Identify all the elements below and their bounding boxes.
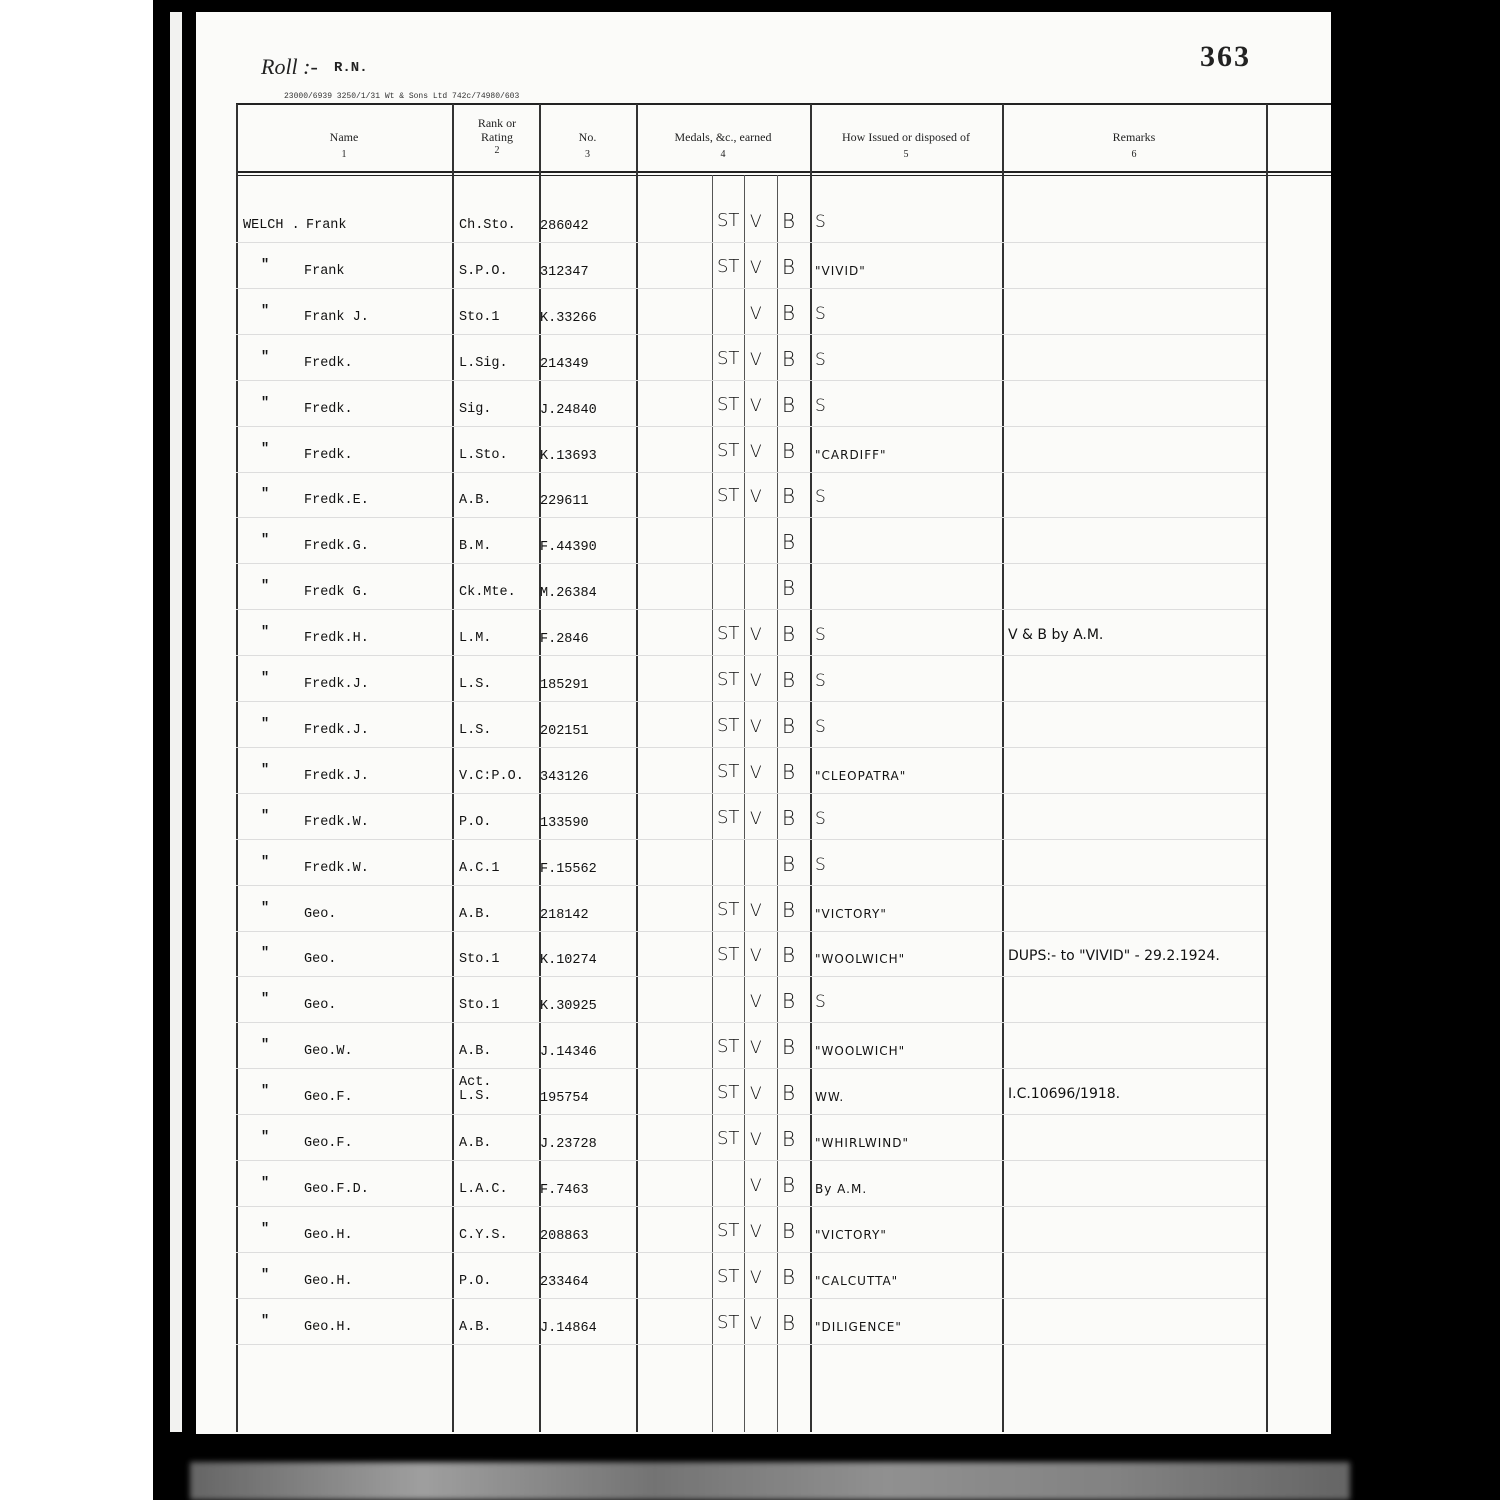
ditto-mark: " [261,1084,270,1099]
rank: Sto.1 [459,310,500,325]
column-header-rank [462,116,532,158]
ditto-mark: " [261,855,270,870]
ditto-mark: " [261,350,270,365]
star-medal-mark: ST [717,623,740,644]
service-number: K.30925 [540,999,597,1014]
rank: Act. L.S. [459,1075,492,1104]
victory-medal-mark: V [750,671,762,691]
star-medal-mark: ST [717,394,740,415]
column-header-medals [636,130,810,162]
medal-subdivider [712,175,713,1432]
row-rule [236,1344,1266,1345]
service-number: 343126 [540,770,589,785]
star-medal-mark: ST [717,761,740,782]
british-medal-mark: B [782,209,796,233]
column-header-name [236,130,452,162]
victory-medal-mark: V [750,992,762,1012]
forename: Fredk.H. [304,631,369,646]
rank: A.B. [459,1044,492,1059]
column-header-remarks [1002,130,1266,162]
forename: Geo.W. [304,1044,353,1059]
star-medal-mark: ST [717,1312,740,1333]
column-header-label: Medals, &c., earned [674,130,772,144]
rank: Sig. [459,402,492,417]
ditto-mark: " [261,901,270,916]
column-divider [810,104,812,1432]
service-number: J.23728 [540,1137,597,1152]
star-medal-mark: ST [717,669,740,690]
ditto-mark: " [261,442,270,457]
forename: Fredk.W. [304,815,369,830]
issued-how: "WOOLWICH" [815,1044,906,1058]
row-rule [236,793,1266,794]
issued-how: S [815,396,826,416]
victory-medal-mark: V [750,1038,762,1058]
ditto-mark: " [261,533,270,548]
victory-medal-mark: V [750,487,762,507]
service-number: J.24840 [540,403,597,418]
service-number: F.15562 [540,862,597,877]
row-rule [236,1114,1266,1115]
forename: Fredk.G. [304,539,369,554]
victory-medal-mark: V [750,396,762,416]
rank: L.Sig. [459,356,508,371]
star-medal-mark: ST [717,899,740,920]
row-rule [236,1206,1266,1207]
service-number: M.26384 [540,586,597,601]
ditto-mark: " [261,579,270,594]
page-number: 363 [1200,40,1251,73]
service-number: K.13693 [540,449,597,464]
service-number: 286042 [540,219,589,234]
service-number: J.14864 [540,1321,597,1336]
row-rule [236,609,1266,610]
service-number: 133590 [540,816,589,831]
star-medal-mark: ST [717,256,740,277]
ditto-mark: " [261,1176,270,1191]
row-rule [236,1022,1266,1023]
service-number: 229611 [540,494,589,509]
forename: Geo. [304,952,337,967]
rank: Sto.1 [459,998,500,1013]
row-rule [236,1068,1266,1069]
column-divider [636,104,638,1432]
page-spine [170,12,182,1432]
column-header-number: 1 [341,149,347,160]
rank: A.B. [459,1320,492,1335]
column-divider [1002,104,1004,1432]
column-header-number: 5 [903,149,909,160]
star-medal-mark: ST [717,1220,740,1241]
issued-how: S [815,855,826,875]
ditto-mark: " [261,717,270,732]
ditto-mark: " [261,1314,270,1329]
column-header-number: 4 [720,149,726,160]
victory-medal-mark: V [750,809,762,829]
row-rule [236,747,1266,748]
victory-medal-mark: V [750,901,762,921]
star-medal-mark: ST [717,944,740,965]
forename: Geo.F. [304,1090,353,1105]
row-rule [236,1252,1266,1253]
row-rule [236,380,1266,381]
forename: Fredk G. [304,585,369,600]
service-number: 185291 [540,678,589,693]
ditto-mark: " [261,1130,270,1145]
service-number: K.33266 [540,311,597,326]
issued-how: "WOOLWICH" [815,952,906,966]
row-rule [236,563,1266,564]
forename: Geo.H. [304,1274,353,1289]
ditto-mark: " [261,396,270,411]
forename: Frank J. [304,310,369,325]
row-rule [236,655,1266,656]
victory-medal-mark: V [750,258,762,278]
issued-how: "VICTORY" [815,1228,887,1242]
row-rule [236,931,1266,932]
star-medal-mark: ST [717,807,740,828]
british-medal-mark: B [782,301,796,325]
issued-how: "CARDIFF" [815,448,887,462]
british-medal-mark: B [782,1173,796,1197]
row-rule [236,517,1266,518]
remarks: V & B by A.M. [1008,627,1104,643]
column-header-label: How Issued or disposed of [842,130,970,144]
ditto-mark: " [261,809,270,824]
rank: A.C.1 [459,861,500,876]
british-medal-mark: B [782,347,796,371]
star-medal-mark: ST [717,1266,740,1287]
roll-label: Roll :- [261,54,318,79]
issued-how: S [815,992,826,1012]
forename: Geo. [304,998,337,1013]
header-bottom-rule-2 [236,175,1331,176]
rank: B.M. [459,539,492,554]
victory-medal-mark: V [750,1084,762,1104]
british-medal-mark: B [782,898,796,922]
rank: A.B. [459,1136,492,1151]
ditto-mark: " [261,671,270,686]
column-header-number: 3 [585,149,590,160]
row-rule [236,1298,1266,1299]
rank: Ch.Sto. [459,218,516,233]
victory-medal-mark: V [750,1314,762,1334]
issued-how: S [815,809,826,829]
forename: Geo. [304,907,337,922]
british-medal-mark: B [782,1081,796,1105]
service-number: F.7463 [540,1183,589,1198]
victory-medal-mark: V [750,1268,762,1288]
british-medal-mark: B [782,255,796,279]
forename: Fredk.J. [304,723,369,738]
row-rule [236,426,1266,427]
issued-how: "VIVID" [815,264,866,278]
medal-subdivider [744,175,745,1432]
left-margin [0,0,153,1500]
issued-how: S [815,487,826,507]
column-divider [452,104,454,1432]
column-header-number: 2 [494,145,500,156]
victory-medal-mark: V [750,350,762,370]
service-number: F.44390 [540,540,597,555]
rank: L.Sto. [459,448,508,463]
forename: Geo.F. [304,1136,353,1151]
service-number: 218142 [540,908,589,923]
forename: Frank [304,264,345,279]
victory-medal-mark: V [750,946,762,966]
row-rule [236,242,1266,243]
british-medal-mark: B [782,484,796,508]
forename: Frank [306,218,347,233]
star-medal-mark: ST [717,1036,740,1057]
star-medal-mark: ST [717,210,740,231]
row-rule [236,334,1266,335]
row-rule [236,288,1266,289]
issued-how: S [815,212,826,232]
rank: Ck.Mte. [459,585,516,600]
column-header-number: 6 [1131,149,1137,160]
victory-medal-mark: V [750,1176,762,1196]
remarks: DUPS:- to "VIVID" - 29.2.1924. [1008,948,1220,964]
victory-medal-mark: V [750,625,762,645]
service-number: 208863 [540,1229,589,1244]
rank: Sto.1 [459,952,500,967]
issued-how: "CLEOPATRA" [815,769,907,783]
british-medal-mark: B [782,439,796,463]
ditto-mark: " [261,763,270,778]
surname: WELCH . [243,218,300,233]
rank: L.A.C. [459,1182,508,1197]
remarks: I.C.10696/1918. [1008,1086,1121,1102]
column-header-label: Name [329,130,359,144]
issued-how: WW. [815,1090,845,1104]
star-medal-mark: ST [717,1128,740,1149]
ditto-mark: " [261,487,270,502]
ditto-mark: " [261,625,270,640]
victory-medal-mark: V [750,1130,762,1150]
british-medal-mark: B [782,393,796,417]
british-medal-mark: B [782,530,796,554]
row-rule [236,885,1266,886]
issued-how: S [815,625,826,645]
column-header-label: Rank or Rating [477,116,517,144]
issued-how: S [815,671,826,691]
column-header-issued [810,130,1002,162]
service-number: 202151 [540,724,589,739]
ditto-mark: " [261,258,270,273]
victory-medal-mark: V [750,1222,762,1242]
victory-medal-mark: V [750,717,762,737]
row-rule [236,701,1266,702]
row-rule [236,472,1266,473]
british-medal-mark: B [782,852,796,876]
issued-how: S [815,717,826,737]
rank: A.B. [459,907,492,922]
service-number: 214349 [540,357,589,372]
issued-how: By A.M. [815,1182,868,1196]
british-medal-mark: B [782,1311,796,1335]
rank: L.S. [459,677,492,692]
rank: C.Y.S. [459,1228,508,1243]
british-medal-mark: B [782,760,796,784]
column-header-label: Remarks [1112,130,1156,144]
forename: Fredk. [304,402,353,417]
forename: Fredk.E. [304,493,369,508]
rank: P.O. [459,1274,492,1289]
rank: L.S. [459,723,492,738]
header-top-rule [236,103,1331,105]
issued-how: "WHIRLWIND" [815,1136,910,1150]
service-number: K.10274 [540,953,597,968]
victory-medal-mark: V [750,212,762,232]
british-medal-mark: B [782,1265,796,1289]
issued-how: "DILIGENCE" [815,1320,902,1334]
forename: Geo.H. [304,1228,353,1243]
issued-how: S [815,350,826,370]
printer-reference: 23000/6939 3250/1/31 Wt & Sons Ltd 742c/74980/603 [284,92,520,101]
ditto-mark: " [261,304,270,319]
service-number: J.14346 [540,1045,597,1060]
ditto-mark: " [261,1268,270,1283]
ditto-mark: " [261,946,270,961]
star-medal-mark: ST [717,348,740,369]
roll-value: R.N. [334,60,368,76]
british-medal-mark: B [782,943,796,967]
british-medal-mark: B [782,806,796,830]
issued-how: "CALCUTTA" [815,1274,899,1288]
ditto-mark: " [261,1222,270,1237]
british-medal-mark: B [782,1035,796,1059]
forename: Fredk. [304,448,353,463]
victory-medal-mark: V [750,763,762,783]
rank: L.M. [459,631,492,646]
forename: Geo.F.D. [304,1182,369,1197]
forename: Geo.H. [304,1320,353,1335]
row-rule [236,1160,1266,1161]
forename: Fredk.J. [304,769,369,784]
british-medal-mark: B [782,714,796,738]
issued-how: "VICTORY" [815,907,887,921]
service-number: 195754 [540,1091,589,1106]
row-rule [236,839,1266,840]
victory-medal-mark: V [750,442,762,462]
forename: Fredk.J. [304,677,369,692]
service-number: 233464 [540,1275,589,1290]
header-bottom-rule [236,171,1331,173]
rank: S.P.O. [459,264,508,279]
issued-how: S [815,304,826,324]
column-header-number [539,130,636,162]
star-medal-mark: ST [717,440,740,461]
service-number: F.2846 [540,632,589,647]
british-medal-mark: B [782,668,796,692]
forename: Fredk.W. [304,861,369,876]
column-header-label: No. [578,130,597,144]
british-medal-mark: B [782,989,796,1013]
service-number: 312347 [540,265,589,280]
medal-subdivider [777,175,778,1432]
star-medal-mark: ST [717,485,740,506]
row-rule [236,976,1266,977]
scan-edge [190,1462,1350,1500]
rank: V.C:P.O. [459,769,524,784]
british-medal-mark: B [782,576,796,600]
column-divider [1266,104,1268,1432]
star-medal-mark: ST [717,1082,740,1103]
british-medal-mark: B [782,622,796,646]
rank: A.B. [459,493,492,508]
victory-medal-mark: V [750,304,762,324]
column-divider [236,104,238,1432]
ditto-mark: " [261,992,270,1007]
forename: Fredk. [304,356,353,371]
british-medal-mark: B [782,1219,796,1243]
british-medal-mark: B [782,1127,796,1151]
rank: P.O. [459,815,492,830]
star-medal-mark: ST [717,715,740,736]
ditto-mark: " [261,1038,270,1053]
